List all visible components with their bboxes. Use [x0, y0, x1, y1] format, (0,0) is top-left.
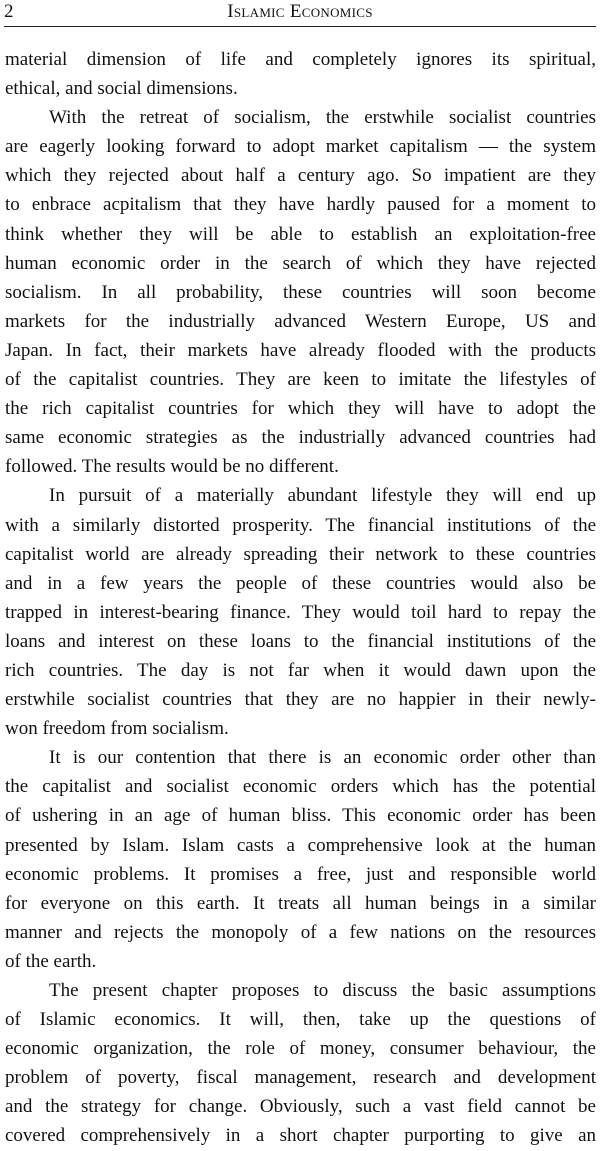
text-line: capitalist world are already spreading their network to these countries [5, 543, 596, 565]
text-line: trapped in interest-bearing finance. They would toil hard to repay the [5, 601, 596, 623]
text-line: which they rejected about half a century ago. So impatient are they [5, 165, 596, 187]
text-line: and the strategy for change. Obviously, such a vast field cannot be [5, 1096, 596, 1118]
text-line: same economic strategies as the industrially advanced countries had [5, 427, 596, 449]
text-line: presented by Islam. Islam casts a comprehensive look at the human [5, 834, 596, 856]
text-line: followed. The results would be no different. [5, 456, 339, 478]
running-title: Islamic Economics [227, 1, 373, 22]
text-line: The present chapter proposes to discuss the basic assumptions [49, 980, 596, 1001]
text-line: of ushering in an age of human bliss. This economic order has been [5, 805, 596, 827]
paragraph [5, 976, 596, 1151]
paragraph [5, 103, 596, 481]
text-line: markets for the industrially advanced Western Europe, US and [5, 310, 596, 332]
text-line: rich countries. The day is not far when it would dawn upon the [5, 659, 596, 681]
text-line: of the capitalist countries. They are keen to imitate the lifestyles of [5, 369, 596, 391]
text-line: for everyone on this earth. It treats all human beings in a similar [5, 892, 596, 914]
text-line: ethical, and social dimensions. [5, 78, 238, 100]
body-text [5, 45, 596, 1151]
text-line: manner and rejects the monopoly of a few nations on the resources [5, 921, 596, 943]
text-line: are eagerly looking forward to adopt market capitalism — the system [5, 136, 596, 158]
text-line: erstwhile socialist countries that they are no happier in their newly- [5, 689, 596, 711]
page-number: 2 [4, 1, 14, 22]
text-line: think whether they will be able to establish an exploitation-free [5, 223, 596, 245]
text-line: material dimension of life and completely ignores its spiritual, [5, 49, 596, 70]
text-line: economic problems. It promises a free, just and responsible world [5, 863, 596, 885]
paragraph [5, 45, 596, 103]
text-line: Japan. In fact, their markets have already flooded with the products [5, 339, 596, 361]
text-line: of the earth. [5, 950, 97, 972]
text-line: In pursuit of a materially abundant lifestyle they will end up [49, 485, 596, 507]
text-line: covered comprehensively in a short chapter purporting to give an [5, 1125, 596, 1147]
text-line: human economic order in the search of which they have rejected [5, 252, 596, 274]
text-line: problem of poverty, fiscal management, research and development [5, 1067, 596, 1089]
text-line: loans and interest on these loans to the financial institutions of the [5, 630, 596, 652]
text-line: With the retreat of socialism, the erstwhile socialist countries [49, 107, 596, 129]
text-line: to enbrace acpitalism that they have hardly paused for a moment to [5, 194, 596, 216]
paragraph [5, 743, 596, 976]
text-line: socialism. In all probability, these countries will soon become [5, 281, 596, 303]
text-line: It is our contention that there is an economic order other than [49, 747, 596, 769]
text-line: won freedom from socialism. [5, 718, 229, 740]
text-line: of Islamic economics. It will, then, take up the questions of [5, 1009, 596, 1031]
text-line: and in a few years the people of these countries would also be [5, 572, 596, 594]
text-line: the capitalist and socialist economic orders which has the potential [5, 776, 596, 798]
running-head [4, 0, 596, 27]
paragraph [5, 481, 596, 743]
text-line: the rich capitalist countries for which they will have to adopt the [5, 398, 596, 420]
text-line: with a similarly distorted prosperity. The financial institutions of the [5, 514, 596, 536]
text-line: economic organization, the role of money, consumer behaviour, the [5, 1038, 596, 1060]
